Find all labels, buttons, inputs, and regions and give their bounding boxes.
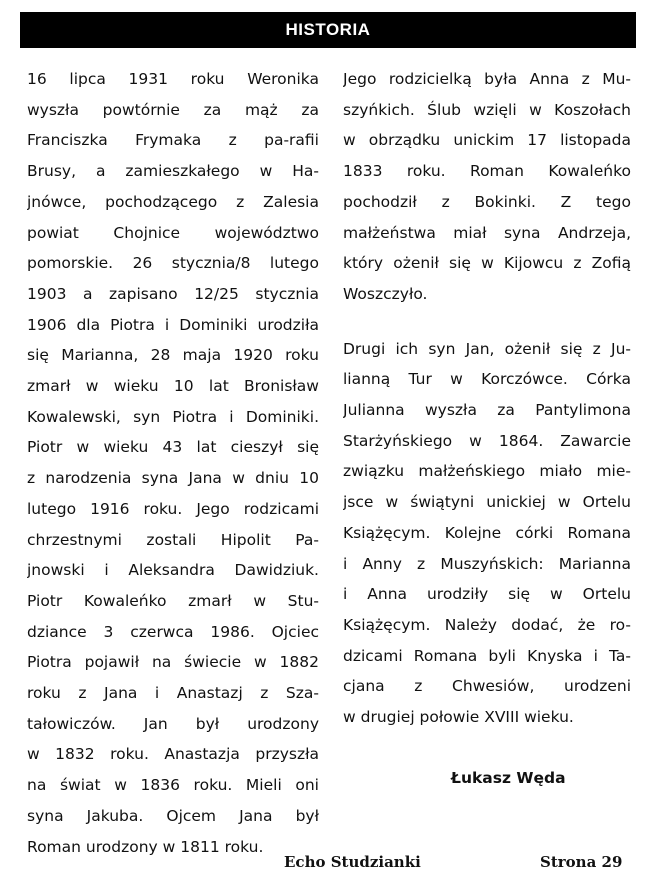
text-line: powiat Chojnice województwo <box>27 223 319 242</box>
paragraph-1 <box>343 64 631 310</box>
text-line: jnowski i Aleksandra Dawidziuk. <box>27 561 319 580</box>
footer-publication: Echo Studzianki <box>284 853 421 871</box>
footer-page-number: Strona 29 <box>540 853 623 871</box>
text-line: Kowalewski, syn Piotra i Dominiki. <box>27 407 319 426</box>
text-line: pomorskie. 26 stycznia/8 lutego <box>27 254 319 273</box>
text-line: Woszczyło. <box>343 284 428 303</box>
text-line: jnówce, pochodzącego z Zalesia <box>27 192 319 211</box>
text-line: który ożenił się w Kijowcu z Zofią <box>343 254 631 273</box>
text-line: 16 lipca 1931 roku Weronika <box>27 70 319 88</box>
text-line: Książęcym. Kolejne córki Romana <box>343 523 631 542</box>
text-line: Franciszka Frymaka z pa-rafii <box>27 131 319 150</box>
text-line: szyńkich. Ślub wzięli w Koszołach <box>343 100 631 119</box>
text-line: się Marianna, 28 maja 1920 roku <box>27 346 319 365</box>
text-line: zmarł w wieku 10 lat Bronisław <box>27 377 319 396</box>
text-line: Piotra pojawił na świecie w 1882 <box>27 653 319 672</box>
paragraph-2 <box>343 334 631 733</box>
text-line: Książęcym. Należy dodać, że ro- <box>343 615 631 634</box>
text-line: związku małżeńskiego miało mie- <box>343 462 631 481</box>
text-line: syna Jakuba. Ojcem Jana był <box>27 806 319 825</box>
text-line: tałowiczów. Jan był urodzony <box>27 714 319 733</box>
text-line: i Anny z Muszyńskich: Marianna <box>343 554 631 573</box>
text-line: Jego rodzicielką była Anna z Mu- <box>343 70 631 88</box>
text-line: Drugi ich syn Jan, ożenił się z Ju- <box>343 339 631 358</box>
left-column-text <box>27 64 319 862</box>
text-line: z narodzenia syna Jana w dniu 10 <box>27 469 319 488</box>
text-line: małżeństwa miał syna Andrzeja, <box>343 223 631 242</box>
text-line: na świat w 1836 roku. Mieli oni <box>27 776 319 795</box>
text-line: w 1832 roku. Anastazja przyszła <box>27 745 319 764</box>
text-line: i Anna urodziły się w Ortelu <box>343 585 631 604</box>
text-line: 1833 roku. Roman Kowaleńko <box>343 162 631 181</box>
text-line: pochodził z Bokinki. Z tego <box>343 192 631 211</box>
author-signature: Łukasz Węda <box>451 769 566 787</box>
right-column-text <box>343 64 631 733</box>
text-line: dziance 3 czerwca 1986. Ojciec <box>27 622 319 641</box>
text-line: lutego 1916 roku. Jego rodzicami <box>27 499 319 518</box>
text-line: Piotr Kowaleńko zmarł w Stu- <box>27 591 319 610</box>
text-line: w obrządku unickim 17 listopada <box>343 131 631 150</box>
text-line: dzicami Romana byli Knyska i Ta- <box>343 646 631 665</box>
text-line: Piotr w wieku 43 lat cieszył się <box>27 438 319 457</box>
text-line: 1903 a zapisano 12/25 stycznia <box>27 284 319 303</box>
paragraph-gap <box>343 310 631 334</box>
text-line: wyszła powtórnie za mąż za <box>27 100 319 119</box>
section-header <box>20 12 636 48</box>
text-line: chrzestnymi zostali Hipolit Pa- <box>27 530 319 549</box>
text-line: Brusy, a zamieszkałego w Ha- <box>27 162 319 181</box>
text-line: roku z Jana i Anastazj z Sza- <box>27 684 319 703</box>
text-line: jsce w świątyni unickiej w Ortelu <box>343 493 631 512</box>
text-line: Starżyńskiego w 1864. Zawarcie <box>343 431 631 450</box>
text-line: 1906 dla Piotra i Dominiki urodziła <box>27 315 319 334</box>
text-line: w drugiej połowie XVIII wieku. <box>343 708 574 727</box>
text-line: Roman urodzony w 1811 roku. <box>27 837 264 856</box>
text-line: Julianna wyszła za Pantylimona <box>343 401 631 420</box>
text-line: lianną Tur w Korczówce. Córka <box>343 370 631 389</box>
text-line: cjana z Chwesiów, urodzeni <box>343 677 631 696</box>
section-title: HISTORIA <box>285 20 371 39</box>
